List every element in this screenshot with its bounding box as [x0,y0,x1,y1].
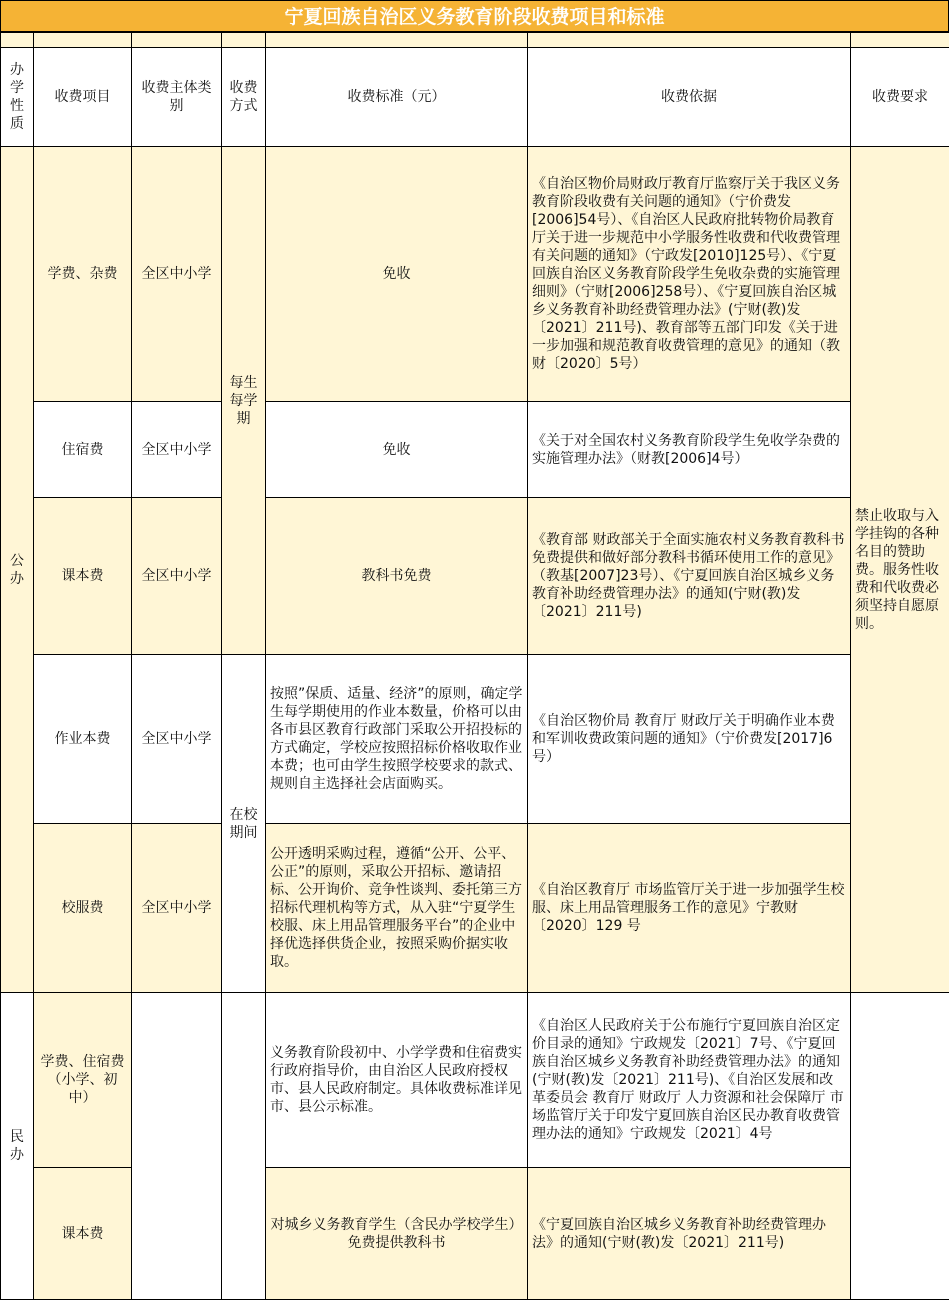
fee-basis: 《宁夏回族自治区城乡义务教育补助经费管理办法》的通知(宁财(教)发〔2021〕211号) [528,1168,851,1300]
page-title: 宁夏回族自治区义务教育阶段收费项目和标准 [0,0,949,32]
fee-standard: 公开透明采购过程，遵循“公开、公平、公正”的原则，采取公开招标、邀请招标、公开询价、竞争性谈判、委托第三方招标代理机构等方式，从入驻“宁夏学生校服、床上用品管理服务平台”的企业中择优选择供货企业，按照采购价据实收取。 [266,824,528,993]
fee-subject [132,993,222,1300]
fee-basis: 《教育部 财政部关于全面实施农村义务教育教科书免费提供和做好部分教科书循环使用工作的意见》（教基[2007]23号）、《宁夏回族自治区城乡义务教育补助经费管理办法》的通知(宁财(教)发〔2021〕211号) [528,498,851,655]
method-private [222,993,266,1300]
fee-subject: 全区中小学 [132,498,222,655]
fee-item: 课本费 [34,1168,132,1300]
fee-item: 课本费 [34,498,132,655]
fee-basis: 《关于对全国农村义务教育阶段学生免收学杂费的实施管理办法》（财教[2006]4号） [528,402,851,498]
header-method: 收费方式 [222,48,266,147]
fee-basis: 《自治区物价局财政厅教育厅监察厅关于我区义务教育阶段收费有关问题的通知》（宁价费发[2006]54号）、《自治区人民政府批转物价局教育厅关于进一步规范中小学服务性收费和代收费管理有关问题的通知》（宁政发[2010]125号）、《宁夏回族自治区义务教育阶段学生免收杂费的实施管理细则》（宁财[2006]258号）、《宁夏回族自治区城乡义务教育补助经费管理办法》(宁财(教)发〔2021〕211号)、教育部等五部门印发《关于进一步加强和规范教育收费管理的意见》的通知（教财〔2020〕5号） [528,147,851,402]
requirement-private [851,993,949,1300]
method-per-term: 每生每学期 [222,147,266,655]
header-standard: 收费标准（元） [266,48,528,147]
fee-subject: 全区中小学 [132,402,222,498]
fee-requirement: 禁止收取与入学挂钩的各种名目的赞助费。服务性收费和代收费必须坚持自愿原则。 [851,147,949,993]
fee-standard: 免收 [266,402,528,498]
fee-basis: 《自治区人民政府关于公布施行宁夏回族自治区定价目录的通知》宁政规发〔2021〕7号、《宁夏回族自治区城乡义务教育补助经费管理办法》的通知(宁财(教)发〔2021〕211号)、《自治区发展和改革委员会 教育厅 财政厅 人力资源和社会保障厅 市场监管厅关于印发宁夏回族自治区民办教育收费管理办法的通知》宁政规发〔2021〕4号 [528,993,851,1168]
header-subject: 收费主体类别 [132,48,222,147]
nature-public: 公办 [1,147,34,993]
table-row [1,993,949,1168]
fee-standard: 按照”保质、适量、经济”的原则，确定学生每学期使用的作业本数量，价格可以由各市县区教育行政部门采取公开招投标的方式确定，学校应按照招标价格收取作业本费；也可由学生按照学校要求的款式、规则自主选择社会店面购买。 [266,655,528,824]
fee-item: 住宿费 [34,402,132,498]
fee-item: 学费、杂费 [34,147,132,402]
header-row [1,48,949,147]
fee-standard: 教科书免费 [266,498,528,655]
fee-item: 学费、住宿费（小学、初中） [34,993,132,1168]
table-row [1,498,949,655]
header-basis: 收费依据 [528,48,851,147]
header-nature: 办学性质 [1,48,34,147]
fee-basis: 《自治区物价局 教育厅 财政厅关于明确作业本费和军训收费政策问题的通知》（宁价费发[2017]6 号） [528,655,851,824]
header-requirement: 收费要求 [851,48,949,147]
fee-basis: 《自治区教育厅 市场监管厅关于进一步加强学生校服、床上用品管理服务工作的意见》宁教财〔2020〕129 号 [528,824,851,993]
fee-subject: 全区中小学 [132,655,222,824]
table-row [1,824,949,993]
fee-subject: 全区中小学 [132,824,222,993]
fee-standard: 对城乡义务教育学生（含民办学校学生）免费提供教科书 [266,1168,528,1300]
fee-standard: 义务教育阶段初中、小学学费和住宿费实行政府指导价，由自治区人民政府授权市、县人民政府制定。具体收费标准详见市、县公示标准。 [266,993,528,1168]
table-row [1,147,949,402]
blank-row [1,33,949,48]
method-in-school: 在校期间 [222,655,266,993]
fee-item: 作业本费 [34,655,132,824]
fee-item: 校服费 [34,824,132,993]
nature-private: 民办 [1,993,34,1300]
fee-subject: 全区中小学 [132,147,222,402]
table-row [1,402,949,498]
header-item: 收费项目 [34,48,132,147]
fee-table [0,32,949,1300]
fee-standard: 免收 [266,147,528,402]
table-row [1,655,949,824]
